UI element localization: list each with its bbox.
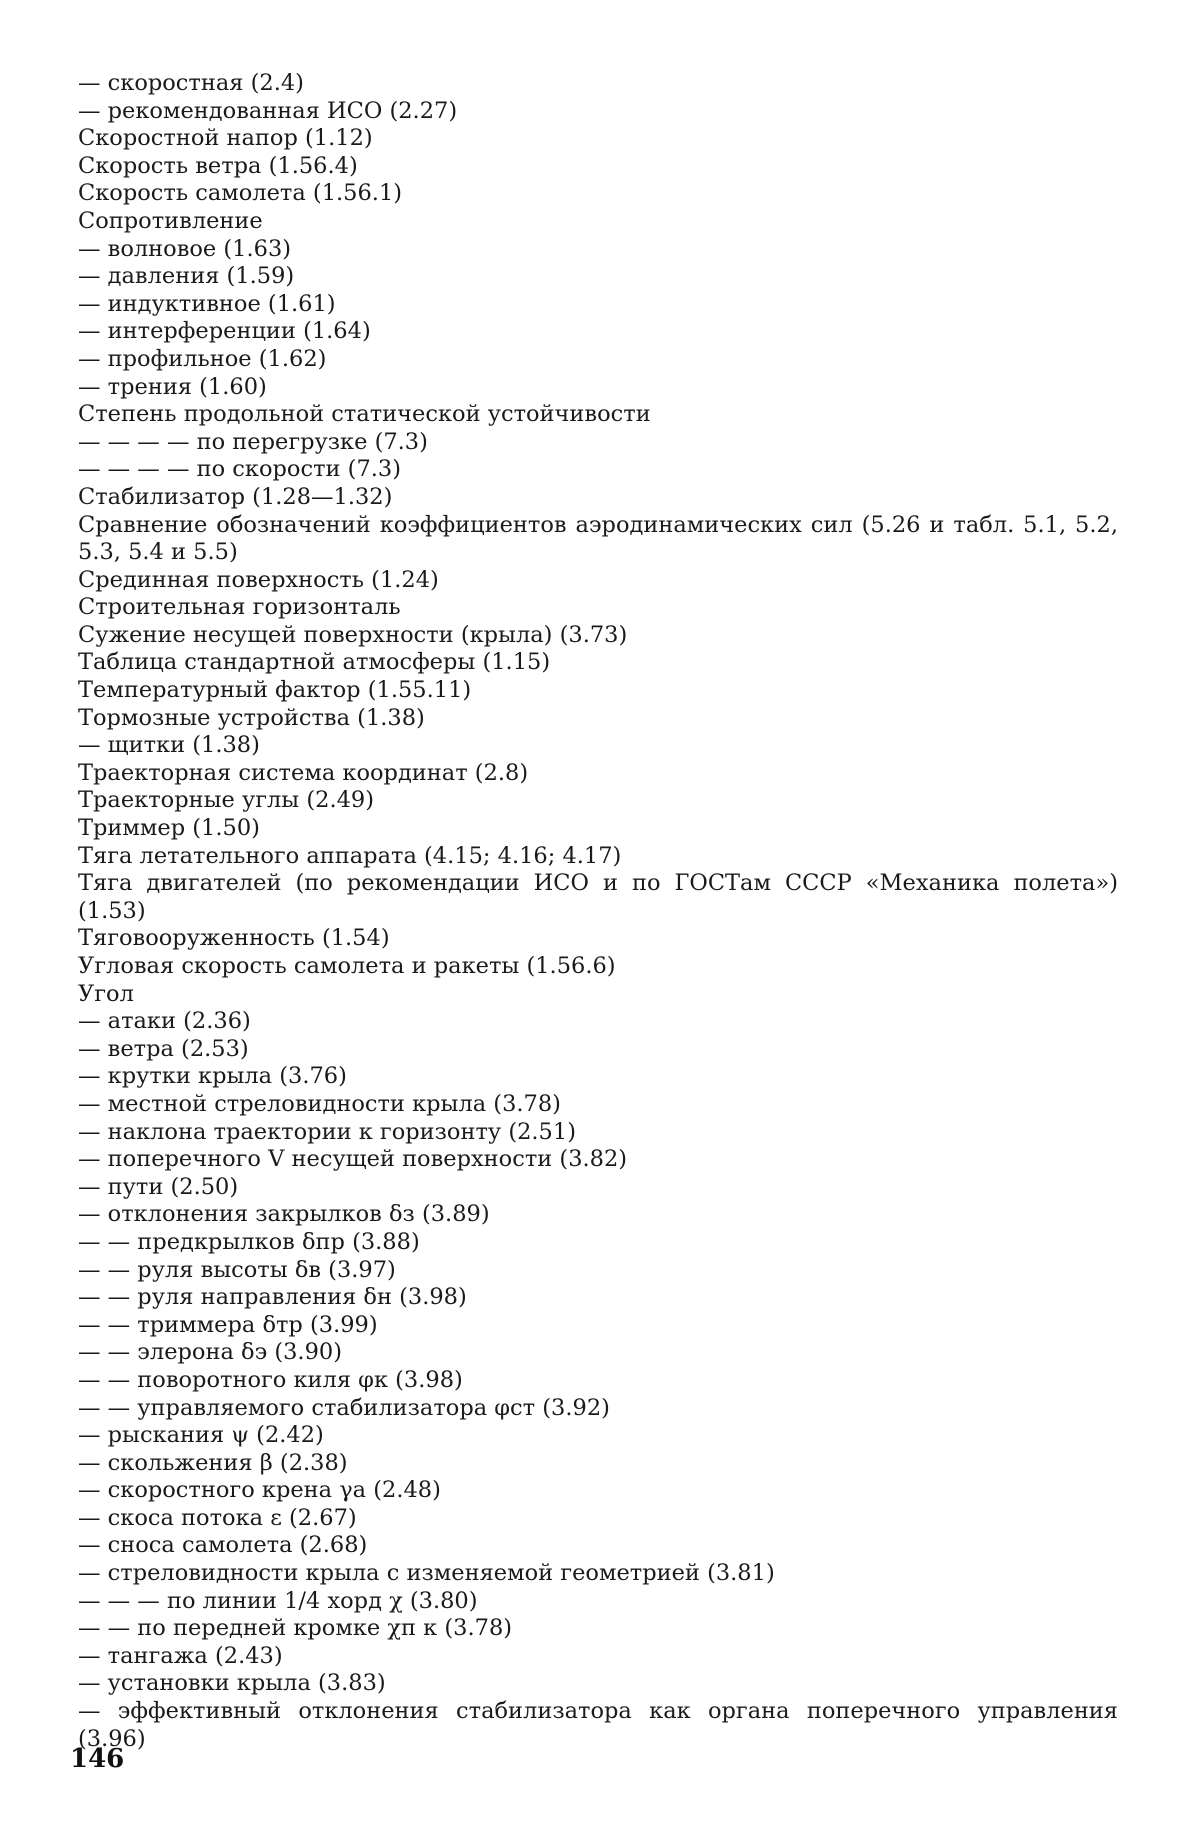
- index-page-text: [78, 70, 1118, 1753]
- index-entry: — наклона траектории к горизонту (2.51): [78, 1118, 576, 1145]
- index-entry: — — элерона δэ (3.90): [78, 1339, 342, 1366]
- index-entry: — — — по линии 1/4 хорд χ (3.80): [78, 1587, 478, 1614]
- index-entry: — — управляемого стабилизатора φст (3.92): [78, 1394, 610, 1421]
- index-entry: Строительная горизонталь: [78, 594, 401, 621]
- index-entry: Триммер (1.50): [78, 815, 260, 842]
- index-entry: — рекомендованная ИСО (2.27): [78, 97, 458, 124]
- index-entry: — скоростная (2.4): [78, 70, 304, 96]
- page-number: 146: [70, 1744, 125, 1774]
- index-entry: — эффективный отклонения стабилизатора как органа поперечного управления (3.96): [78, 1698, 1118, 1752]
- index-entry: — отклонения закрылков δз (3.89): [78, 1201, 490, 1228]
- index-entry: Сравнение обозначений коэффициентов аэродинамических сил (5.26 и табл. 5.1, 5.2, 5.3, 5.4 и 5.5): [78, 511, 1118, 566]
- index-entry: — скоса потока ε (2.67): [78, 1504, 357, 1531]
- index-entry: Таблица стандартной атмосферы (1.15): [78, 649, 551, 676]
- index-entry: Сужение несущей поверхности (крыла) (3.73): [78, 621, 628, 648]
- index-entry: — крутки крыла (3.76): [78, 1063, 347, 1090]
- index-entry: — — руля высоты δв (3.97): [78, 1256, 396, 1283]
- index-entry: — скоростного крена γа (2.48): [78, 1477, 441, 1504]
- index-entry: — — триммера δтр (3.99): [78, 1311, 378, 1338]
- index-entry: Угловая скорость самолета и ракеты (1.56.6): [78, 953, 616, 979]
- index-entry: — — руля направления δн (3.98): [78, 1284, 467, 1311]
- index-entry: Скоростной напор (1.12): [78, 125, 373, 152]
- index-entry: — установки крыла (3.83): [78, 1670, 386, 1697]
- index-entry: — — — — по скорости (7.3): [78, 456, 401, 483]
- index-entry: — тангажа (2.43): [78, 1642, 283, 1669]
- index-entry: — ветра (2.53): [78, 1035, 249, 1062]
- index-entry: — щитки (1.38): [78, 732, 260, 759]
- index-entry: Степень продольной статической устойчивости: [78, 401, 651, 428]
- index-entry: Тяга летательного аппарата (4.15; 4.16; 4.17): [78, 842, 622, 869]
- index-entry: Тормозные устройства (1.38): [78, 704, 425, 731]
- index-entry: — индуктивное (1.61): [78, 290, 336, 317]
- index-entry: Сопротивление: [78, 207, 263, 234]
- index-entry: — скольжения β (2.38): [78, 1449, 348, 1476]
- index-entry: — интерференции (1.64): [78, 318, 371, 345]
- index-entry: — атаки (2.36): [78, 1008, 251, 1035]
- index-entry: Тяговооруженность (1.54): [78, 925, 390, 952]
- index-entry: — — предкрылков δпр (3.88): [78, 1228, 420, 1255]
- index-entry: Траекторные углы (2.49): [78, 787, 375, 814]
- index-entry: Температурный фактор (1.55.11): [78, 677, 472, 704]
- index-entry: — рыскания ψ (2.42): [78, 1422, 324, 1449]
- index-entry: — давления (1.59): [78, 263, 295, 290]
- index-entry: — пути (2.50): [78, 1173, 239, 1200]
- index-entry: Скорость самолета (1.56.1): [78, 180, 403, 207]
- index-entry: Срединная поверхность (1.24): [78, 566, 439, 593]
- index-entry: Стабилизатор (1.28—1.32): [78, 483, 393, 510]
- index-entry: Траекторная система координат (2.8): [78, 759, 529, 786]
- index-entry: — сноса самолета (2.68): [78, 1532, 368, 1559]
- index-entry: — профильное (1.62): [78, 345, 327, 372]
- index-entry: Скорость ветра (1.56.4): [78, 152, 358, 179]
- index-entry: — — поворотного киля φк (3.98): [78, 1366, 463, 1393]
- index-entry: — волновое (1.63): [78, 235, 292, 262]
- index-entry: Угол: [78, 980, 134, 1007]
- index-entry: — — — — по перегрузке (7.3): [78, 428, 428, 455]
- index-entry: Тяга двигателей (по рекомендации ИСО и по ГОСТам СССР «Механика полета») (1.53): [78, 870, 1118, 924]
- index-entry: — местной стреловидности крыла (3.78): [78, 1090, 561, 1117]
- index-entry: — стреловидности крыла с изменяемой геометрией (3.81): [78, 1560, 775, 1587]
- index-entry: — — по передней кромке χп к (3.78): [78, 1615, 513, 1642]
- index-entry: — трения (1.60): [78, 373, 267, 400]
- index-entry: — поперечного V несущей поверхности (3.82): [78, 1146, 628, 1173]
